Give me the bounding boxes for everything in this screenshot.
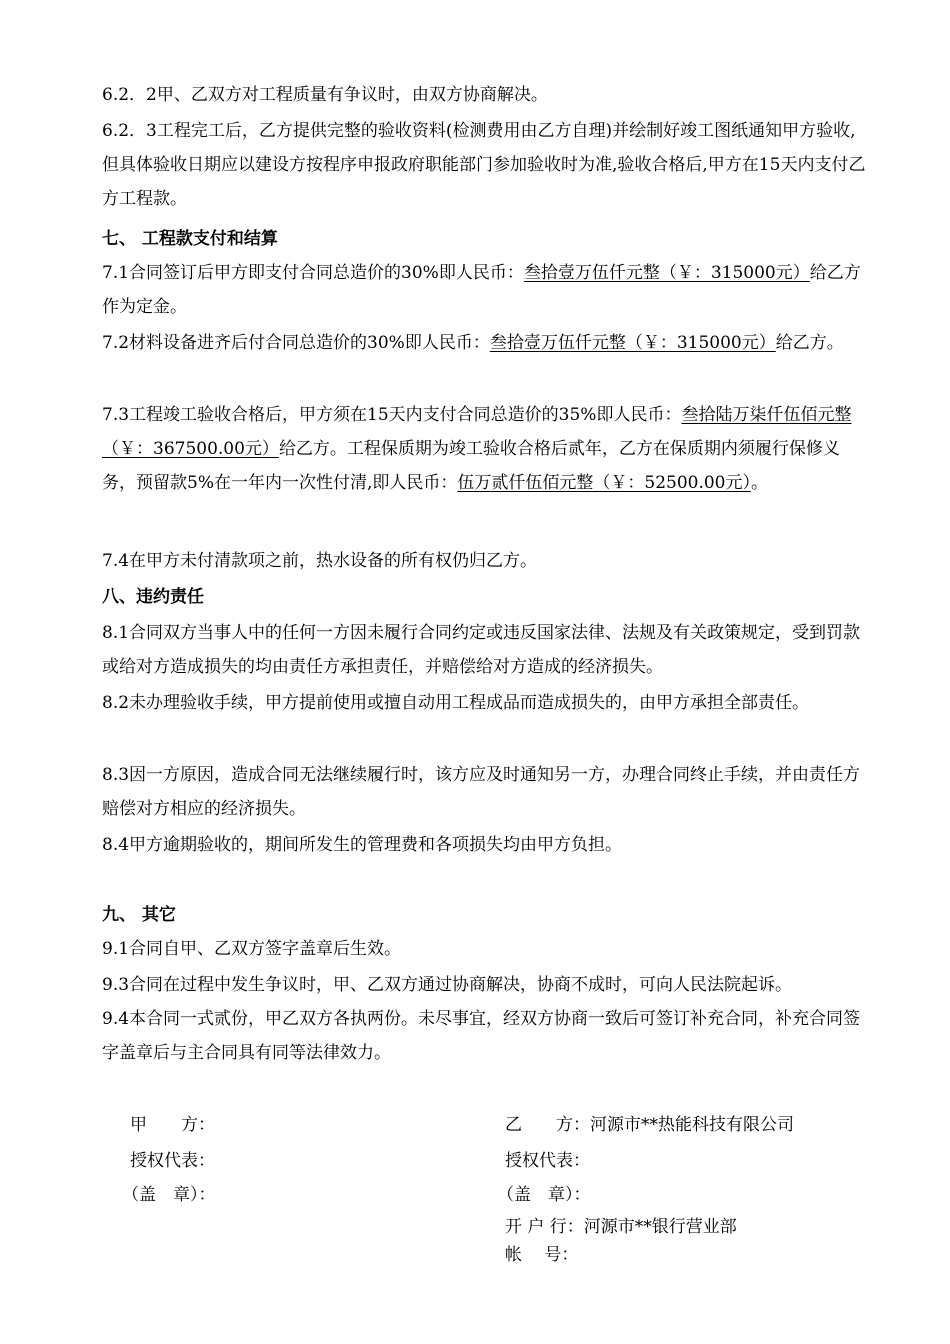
party-b-seal: （盖 章）： [497,1185,591,1205]
clause-7-2-text: 7.2材料设备进齐后付合同总造价的30%即人民币： [102,333,490,353]
clause-7-3-end: 。 [751,473,768,493]
clause-7-3-warranty: 给乙方。工程保质期为竣工验收合格后贰年，乙方在保质期内须履行保修义务，预留款5%在一年内一次性付清,即人民币： [102,439,840,493]
clause-7-4: 7.4在甲方未付清款项之前，热水设备的所有权仍归乙方。 [102,551,538,571]
section-9-heading: 九、 其它 [102,905,176,925]
party-b-representative: 授权代表： [505,1151,590,1171]
party-a-seal: （盖 章）： [122,1185,216,1205]
clause-8-4: 8.4甲方逾期验收的，期间所发生的管理费和各项损失均由甲方负担。 [102,835,623,855]
clause-6-2-3: 6.2．3工程完工后，乙方提供完整的验收资料(检测费用由乙方自理)并绘制好竣工图纸通知甲方验收,但具体验收日期应以建设方按程序申报政府职能部门参加验收时为准,验收合格后,甲方在15天内支付乙方工程款。 [102,121,866,209]
clause-7-1-text: 7.1合同签订后甲方即支付合同总造价的30%即人民币： [102,263,524,283]
clause-7-3 [102,398,872,500]
clause-7-3-text: 7.3工程竣工验收合格后，甲方须在15天内支付合同总造价的35%即人民币： [102,405,682,425]
party-b-bank: 开 户 行：河源市**银行营业部 [505,1217,737,1237]
clause-6-2-2: 6.2．2甲、乙双方对工程质量有争议时，由双方协商解决。 [102,85,548,105]
party-a-representative: 授权代表： [130,1151,215,1171]
section-8-heading: 八、违约责任 [102,587,204,607]
clause-8-3: 8.3因一方原因，造成合同无法继续履行时，该方应及时通知另一方，办理合同终止手续，并由责任方赔偿对方相应的经济损失。 [102,765,861,819]
section-7-heading: 七、 工程款支付和结算 [102,229,278,249]
clause-9-4: 9.4本合同一式贰份，甲乙双方各执两份。未尽事宜，经双方协商一致后可签订补充合同，补充合同签字盖章后与主合同具有同等法律效力。 [102,1009,861,1063]
clause-8-1: 8.1合同双方当事人中的任何一方因未履行合同约定或违反国家法律、法规及有关政策规定，受到罚款或给对方造成损失的均由责任方承担责任，并赔偿给对方造成的经济损失。 [102,623,861,677]
clause-9-1: 9.1合同自甲、乙双方签字盖章后生效。 [102,939,402,959]
clause-8-2: 8.2未办理验收手续，甲方提前使用或擅自动用工程成品而造成损失的，由甲方承担全部责任。 [102,693,810,713]
clause-7-2 [102,326,872,360]
clause-7-1-amount: 叁拾壹万伍仟元整（￥：315000元） [523,263,810,283]
party-a-label: 甲 方： [130,1115,215,1135]
clause-7-2-tail: 给乙方。 [775,333,844,353]
clause-7-1 [102,256,872,324]
party-b-label: 乙 方：河源市**热能科技有限公司 [505,1115,794,1135]
clause-7-3-retention-amount: 伍万贰仟伍佰元整（￥：52500.00元） [457,473,751,493]
clause-9-3: 9.3合同在过程中发生争议时，甲、乙双方通过协商解决，协商不成时，可向人民法院起诉。 [102,975,793,995]
clause-7-3-amount: 叁拾陆万柒仟伍佰元整（￥：367500.00元） [102,405,852,459]
clause-7-1-tail: 给乙方作为定金。 [102,263,861,317]
party-b-account: 帐 号： [505,1245,579,1265]
clause-7-2-amount: 叁拾壹万伍仟元整（￥：315000元） [489,333,776,353]
